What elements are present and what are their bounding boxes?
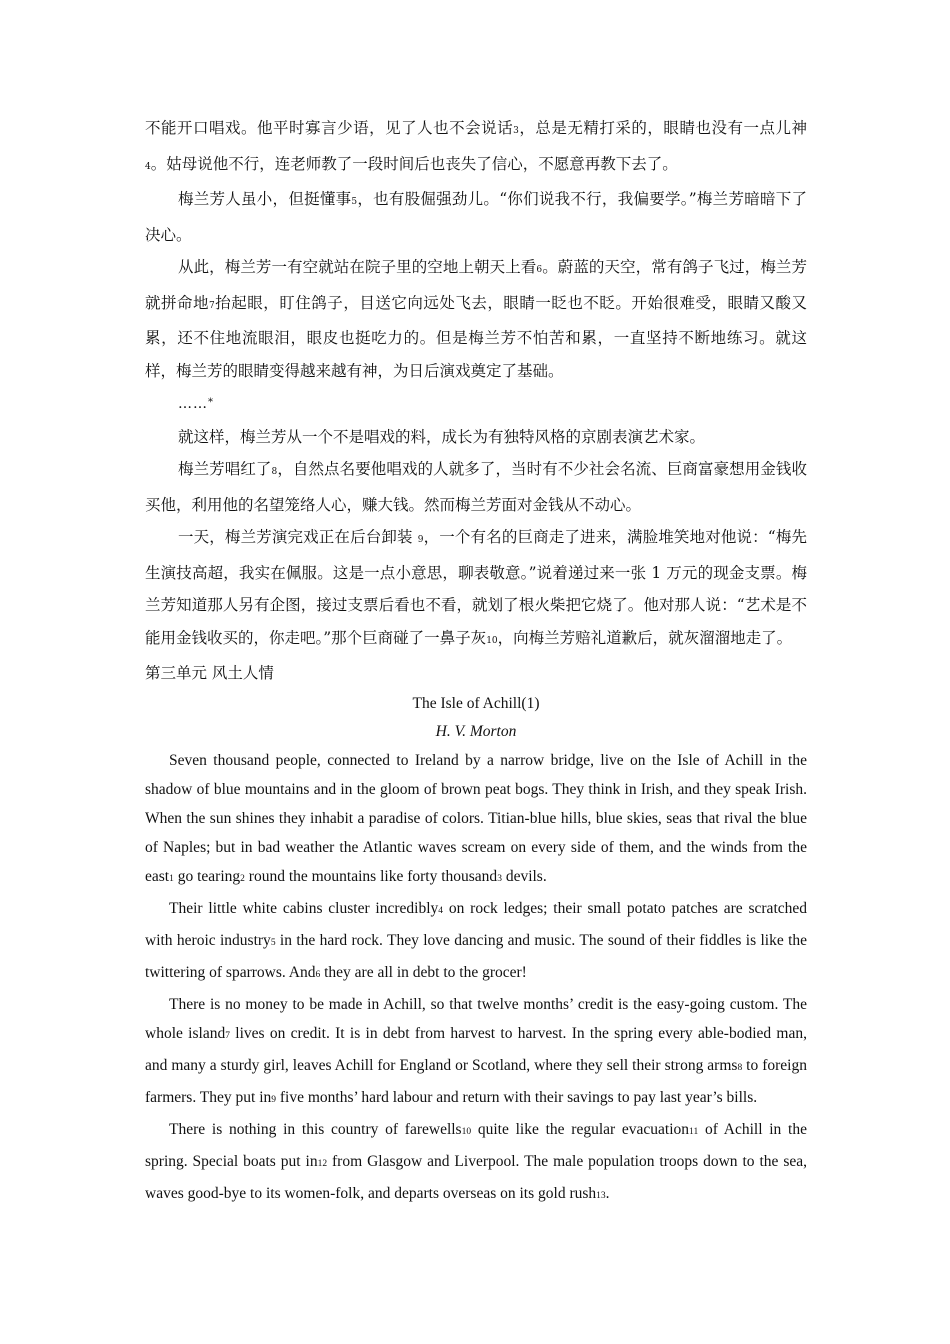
text-run: 抬起眼，盯住鸽子，目送它向远处飞去，眼睛一眨也不眨。开始很难受，眼睛又酸又累，还不住地流眼泪，眼皮也挺吃力的。但是梅兰芳不怕苦和累，一直坚持不断地练习。就这样，梅兰芳的眼睛变得越来越有神，为日后演戏奠定了基础。 (145, 293, 807, 380)
footnote-marker: 12 (317, 1158, 328, 1169)
footnote-marker: 1 (169, 873, 174, 884)
footnote-marker: 10 (486, 635, 498, 646)
text-run: ，自然点名要他唱戏的人就多了，当时有不少社会名流、巨商富豪想用金钱收买他，利用他的名望笼络人心，赚大钱。然而梅兰芳面对金钱从不动心。 (145, 460, 807, 514)
english-author: H. V. Morton (435, 722, 517, 740)
ellipsis: …… (178, 396, 208, 412)
english-title: The Isle of Achill(1) (412, 694, 540, 712)
footnote-marker: 2 (240, 873, 245, 884)
text-run: . (605, 1184, 610, 1202)
text-run: There is nothing in this country of farewells (169, 1120, 462, 1138)
footnote-marker: 9 (271, 1094, 277, 1105)
text-run: lives on credit. It is in debt from harvest to harvest. In the spring every able-bodied man, and many a sturdy girl, leaves Achill for England or Scotland, where they sell their strong arms (145, 1024, 807, 1074)
english-paragraph-2 (145, 894, 807, 990)
footnote-marker: 4 (145, 161, 151, 172)
chinese-paragraph-1 (145, 112, 807, 183)
footnote-marker: 10 (461, 1126, 472, 1137)
text-run: 。姑母说他不行，连老师教了一段时间后也丧失了信心，不愿意再教下去了。 (150, 154, 678, 173)
unit-heading: 第三单元 风土人情 (145, 664, 274, 682)
ellipsis-star: * (208, 397, 214, 408)
text-run: from Glasgow and Liverpool. The male population troops down to the sea, waves good-bye to its women-folk, and departs overseas on its gold rush (145, 1152, 808, 1202)
text-run: five months’ hard labour and return with their savings to pay last year’s bills. (276, 1088, 758, 1106)
footnote-marker: 5 (270, 937, 276, 948)
text-run: ，向梅兰芳赔礼道歉后，就灰溜溜地走了。 (497, 628, 793, 647)
text-run: 梅兰芳唱红了 (178, 460, 272, 478)
chinese-paragraph-6 (145, 521, 807, 657)
english-paragraph-4 (145, 1115, 807, 1211)
english-paragraph-3 (145, 990, 807, 1115)
text-run: There is no money to be made in Achill, so that twelve months’ credit is the easy-going custom. The whole island (145, 995, 807, 1042)
footnote-marker: 4 (438, 905, 444, 916)
text-run: to foreign farmers. They put in (145, 1056, 807, 1106)
chinese-paragraph-2 (145, 183, 807, 251)
text-run: 不能开口唱戏。他平时寡言少语，见了人也不会说话 (145, 119, 514, 137)
footnote-marker: 3 (497, 873, 502, 884)
chinese-paragraph-4 (145, 421, 807, 454)
text-run: ，一个有名的巨商走了进来，满脸堆笑地对他说：“梅先生演技高超，我实在佩服。这是一点小意思，聊表敬意。”说着递过来一张 1 万元的现金支票。梅兰芳知道那人另有企图，接过支票后看也不看，就划了根火柴把它烧了。他对那人说：“艺术是不能用金钱收买的，你走吧。”那个巨商碰了一鼻子灰 (145, 528, 807, 647)
text-run: 从此，梅兰芳一有空就站在院子里的空地上朝天上看 (178, 258, 537, 276)
text-run: on rock ledges; their small potato patches are scratched with heroic industry (145, 899, 808, 949)
document-page (145, 112, 807, 1211)
footnote-marker: 6 (315, 969, 321, 980)
text-run: Seven thousand people, connected to Ireland by a narrow bridge, live on the Isle of Achill in the shadow of blue mountains and in the gloom of brown peat bogs. They think in Irish, and they speak Irish. When the sun shines they inhabit a paradise of colors. Titian-blue hills, blue skies, seas that rival the blue of Naples; but in bad weather the Atlantic waves scream on every side of them, and the winds from the east (145, 751, 807, 885)
text-run: ，总是无精打采的，眼睛也没有一点儿神 (518, 119, 807, 137)
text-run: they are all in debt to the grocer! (320, 963, 527, 981)
footnote-marker: 11 (689, 1126, 699, 1137)
text-run: 。蔚蓝的天空，常有鸽子飞过，梅兰芳就拼命地 (145, 258, 807, 312)
footnote-marker: 9 (417, 535, 424, 545)
text-run: in the hard rock. They love dancing and music. The sound of their fiddles is like the twittering of sparrows. And (145, 931, 808, 981)
ellipsis-line (145, 387, 807, 421)
text-run: devils. (501, 867, 547, 885)
text-run: Their little white cabins cluster incredibly (169, 899, 439, 917)
footnote-marker: 8 (737, 1062, 743, 1073)
text-run: 就这样，梅兰芳从一个不是唱戏的料，成长为有独特风格的京剧表演艺术家。 (178, 427, 706, 446)
text-run: go tearing (173, 867, 241, 885)
text-run: 一天，梅兰芳演完戏正在后台卸装 (178, 528, 418, 546)
footnote-marker: 7 (225, 1030, 230, 1041)
footnote-marker: 13 (596, 1190, 606, 1201)
footnote-marker: 8 (271, 467, 278, 477)
text-run: 梅兰芳人虽小，但挺懂事 (178, 190, 352, 208)
text-run: ，也有股倔强劲儿。“你们说我不行，我偏要学。”梅兰芳暗暗下了决心。 (145, 190, 807, 244)
english-paragraph-1 (145, 746, 807, 894)
chinese-paragraph-5 (145, 453, 807, 521)
chinese-paragraph-3 (145, 251, 807, 387)
text-run: of Achill in the spring. Special boats put in (145, 1120, 807, 1170)
footnote-marker: 7 (209, 300, 215, 311)
footnote-marker: 6 (536, 265, 543, 275)
text-run: quite like the regular evacuation (471, 1120, 690, 1138)
footnote-marker: 3 (513, 126, 519, 136)
text-run: round the mountains like forty thousand (244, 867, 498, 885)
footnote-marker: 5 (351, 197, 358, 207)
